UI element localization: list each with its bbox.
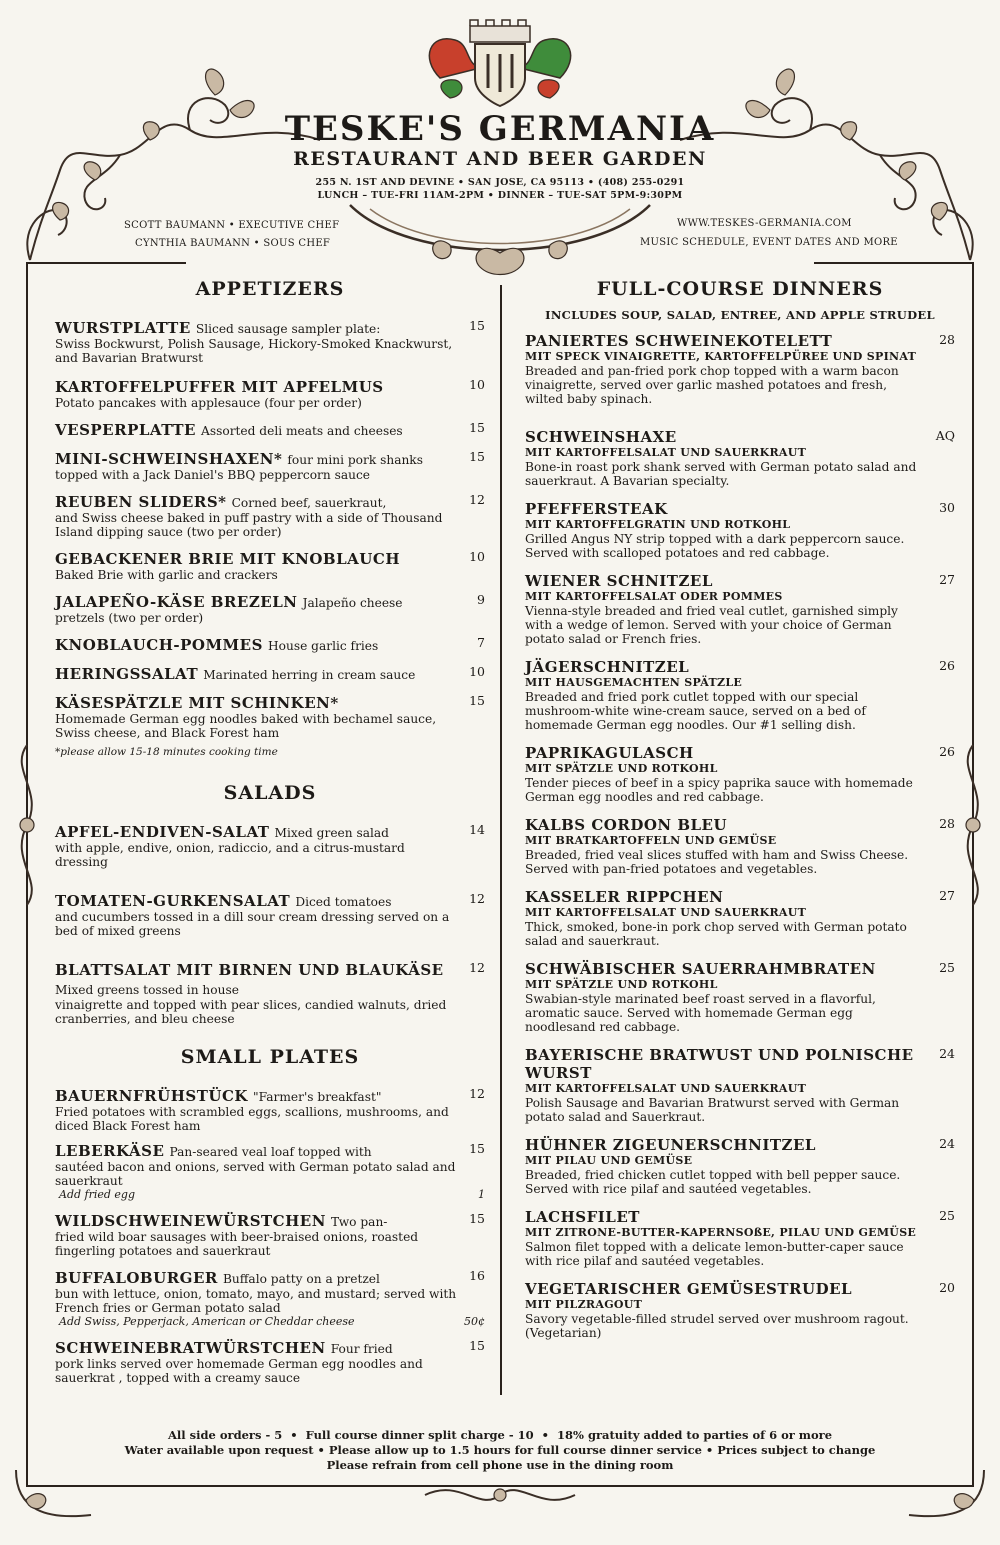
dinner-item-price: 24 bbox=[939, 1136, 955, 1151]
menu-item-name: WURSTPLATTE bbox=[55, 319, 191, 337]
dinner-item bbox=[525, 1208, 955, 1268]
dinner-item-sides: MIT KARTOFFELSALAT UND SAUERKRAUT bbox=[525, 1082, 807, 1095]
dinner-item-desc: Breaded, fried veal slices stuffed with ham and Swiss Cheese. Served with pan-fried potatoes and vegetables. bbox=[525, 848, 909, 876]
menu-item-name: JALAPEÑO-KÄSE BREZELN bbox=[55, 593, 298, 611]
dinner-item-price: 25 bbox=[939, 960, 955, 975]
menu-item-desc-inline: Assorted deli meats and cheeses bbox=[201, 424, 403, 438]
menu-item bbox=[55, 664, 485, 683]
dinner-item-desc: Grilled Angus NY strip topped with a dark peppercorn sauce. Served with scalloped potatoes and red cabbage. bbox=[525, 532, 905, 560]
menu-item-desc-inline: Marinated herring in cream sauce bbox=[203, 668, 416, 682]
menu-item-name: WILDSCHWEINEWÜRSTCHEN bbox=[55, 1212, 326, 1230]
menu-item-price: 7 bbox=[477, 635, 485, 650]
dinner-item bbox=[525, 428, 955, 488]
right-side-scroll-ornament bbox=[950, 740, 996, 910]
menu-item-price: 10 bbox=[469, 549, 485, 564]
footer-line-2: Water available upon request • Please allow up to 1.5 hours for full course dinner service • Prices subject to change bbox=[124, 1443, 876, 1457]
menu-item-text bbox=[55, 1211, 485, 1258]
frame-top-left-rule bbox=[26, 262, 186, 264]
menu-item-desc-inline: Jalapeño cheese bbox=[302, 596, 403, 610]
menu-item-text bbox=[55, 318, 485, 365]
dinner-item-sides: MIT SPECK VINAIGRETTE, KARTOFFELPÜREE UND SPINAT bbox=[525, 350, 917, 363]
menu-item-text bbox=[55, 1338, 485, 1385]
menu-item-name: BUFFALOBURGER bbox=[55, 1269, 218, 1287]
dinner-item-name: PFEFFERSTEAK bbox=[525, 500, 668, 518]
menu-item-desc: Fried potatoes with scrambled eggs, scallions, mushrooms, and diced Black Forest ham bbox=[55, 1105, 449, 1133]
column-divider bbox=[500, 285, 502, 1395]
salads-list bbox=[55, 822, 485, 1026]
dinner-item bbox=[525, 1046, 955, 1124]
dinner-item-desc: Savory vegetable-filled strudel served over mushroom ragout. (Vegetarian) bbox=[525, 1312, 909, 1340]
dinner-item-name: LACHSFILET bbox=[525, 1208, 640, 1226]
menu-item-name: REUBEN SLIDERS* bbox=[55, 493, 227, 511]
menu-item-desc-inline: Two pan- bbox=[331, 1215, 388, 1229]
dinner-item-desc: Tender pieces of beef in a spicy paprika sauce with homemade German egg noodles and red cabbage. bbox=[525, 776, 913, 804]
dinner-item-desc: Thick, smoked, bone-in pork chop served with German potato salad and sauerkraut. bbox=[525, 920, 907, 948]
menu-item-desc-inline: Buffalo patty on a pretzel bbox=[222, 1272, 380, 1286]
dinner-item-text bbox=[525, 658, 955, 732]
menu-item-text bbox=[55, 891, 485, 938]
dinners-subtitle: INCLUDES SOUP, SALAD, ENTREE, AND APPLE STRUDEL bbox=[545, 308, 935, 322]
menu-item-price: 15 bbox=[469, 420, 485, 435]
dinner-item-text bbox=[525, 888, 955, 948]
menu-item bbox=[55, 377, 485, 410]
dinner-item bbox=[525, 1136, 955, 1196]
menu-item-text bbox=[55, 449, 485, 482]
menu-footer bbox=[0, 1428, 1000, 1473]
dinner-item-price: 30 bbox=[939, 500, 955, 515]
menu-item-desc-inline: Pan-seared veal loaf topped with bbox=[169, 1145, 372, 1159]
menu-item bbox=[55, 1086, 485, 1133]
website-note: MUSIC SCHEDULE, EVENT DATES AND MORE bbox=[640, 237, 898, 248]
dinner-item-price: 24 bbox=[939, 1046, 955, 1061]
dinner-item-text bbox=[525, 1280, 955, 1340]
addon-label: Add Swiss, Pepperjack, American or Cheddar cheese bbox=[59, 1315, 355, 1328]
dinner-item bbox=[525, 332, 955, 406]
menu-item-name: MINI-SCHWEINSHAXEN* bbox=[55, 450, 283, 468]
menu-item bbox=[55, 492, 485, 539]
restaurant-address: 255 N. 1ST AND DEVINE • SAN JOSE, CA 95113 • (408) 255-0291 bbox=[315, 177, 685, 188]
menu-item-text bbox=[55, 492, 485, 539]
dinner-item-sides: MIT KARTOFFELGRATIN UND ROTKOHL bbox=[525, 518, 791, 531]
dinner-item-sides: MIT KARTOFFELSALAT ODER POMMES bbox=[525, 590, 783, 603]
menu-item-text bbox=[55, 693, 485, 740]
menu-item-name: KARTOFFELPUFFER MIT APFELMUS bbox=[55, 378, 384, 396]
addon-price: 1 bbox=[478, 1188, 485, 1201]
menu-item-price: 15 bbox=[469, 318, 485, 333]
menu-item bbox=[55, 1211, 485, 1258]
bottom-center-ornament bbox=[420, 1478, 580, 1512]
dinner-item-price: 26 bbox=[939, 744, 955, 759]
dinner-item-desc: Breaded and fried pork cutlet topped with our special mushroom-white wine-cream sauce, served on a bed of homemade German egg noodles. Our #1 selling dish. bbox=[525, 690, 866, 732]
appetizers-list bbox=[55, 318, 485, 740]
menu-item bbox=[55, 449, 485, 482]
dinner-item-sides: MIT SPÄTZLE UND ROTKOHL bbox=[525, 762, 718, 775]
menu-item-desc: vinaigrette and topped with pear slices, candied walnuts, dried cranberries, and bleu cheese bbox=[55, 998, 447, 1026]
dinner-item-name: KASSELER RIPPCHEN bbox=[525, 888, 724, 906]
menu-item-desc: with apple, endive, onion, radiccio, and a citrus-mustard dressing bbox=[55, 841, 405, 869]
dinner-item-text bbox=[525, 816, 955, 876]
dinner-item bbox=[525, 572, 955, 646]
dinner-item-name: KALBS CORDON BLEU bbox=[525, 816, 728, 834]
dinners-heading: FULL-COURSE DINNERS bbox=[596, 278, 884, 300]
menu-item-text bbox=[55, 822, 485, 869]
menu-item-price: 12 bbox=[469, 1086, 485, 1101]
dinner-item-desc: Breaded, fried chicken cutlet topped with bell pepper sauce. Served with rice pilaf and sautéed vegetables. bbox=[525, 1168, 901, 1196]
menu-item bbox=[55, 635, 485, 654]
dinner-item-text bbox=[525, 500, 955, 560]
menu-item-desc-inline: Mixed greens tossed in house bbox=[55, 983, 239, 997]
menu-item-name: BAUERNFRÜHSTÜCK bbox=[55, 1087, 248, 1105]
dinner-item bbox=[525, 658, 955, 732]
dinner-item-desc: Breaded and pan-fried pork chop topped with a warm bacon vinaigrette, served over garlic mashed potatoes and fresh, wilted baby spinach. bbox=[525, 364, 899, 406]
menu-item-addon bbox=[55, 1188, 485, 1201]
footer-line-3: Please refrain from cell phone use in the dining room bbox=[326, 1458, 674, 1472]
menu-item-text bbox=[55, 549, 485, 582]
menu-item-desc: Baked Brie with garlic and crackers bbox=[55, 568, 278, 582]
dinner-item bbox=[525, 888, 955, 948]
cooking-time-note: *please allow 15-18 minutes cooking time bbox=[55, 746, 278, 758]
dinner-item-name: SCHWÄBISCHER SAUERRAHMBRATEN bbox=[525, 960, 876, 978]
menu-item-name: KNOBLAUCH-POMMES bbox=[55, 636, 263, 654]
menu-item bbox=[55, 318, 485, 365]
dinner-item-name: BAYERISCHE BRATWUST UND POLNISCHE WURST bbox=[525, 1046, 914, 1082]
menu-item-desc: topped with a Jack Daniel's BBQ peppercorn sauce bbox=[55, 468, 370, 482]
menu-item-desc: fried wild boar sausages with beer-braised onions, roasted fingerling potatoes and sauerkraut bbox=[55, 1230, 419, 1258]
dinner-item-text bbox=[525, 428, 955, 488]
menu-item-price: 12 bbox=[469, 960, 485, 975]
dinner-item-text bbox=[525, 332, 955, 406]
footer-line-1: All side orders - 5 • Full course dinner split charge - 10 • 18% gratuity added to parties of 6 or more bbox=[167, 1428, 833, 1442]
menu-item bbox=[55, 891, 485, 938]
dinner-item-desc: Polish Sausage and Bavarian Bratwurst served with German potato salad and Sauerkraut. bbox=[525, 1096, 900, 1124]
menu-item-price: 12 bbox=[469, 891, 485, 906]
dinner-item-sides: MIT PILAU UND GEMÜSE bbox=[525, 1154, 693, 1167]
menu-item bbox=[55, 420, 485, 439]
menu-item bbox=[55, 1141, 485, 1201]
menu-item bbox=[55, 592, 485, 625]
menu-item-text bbox=[55, 377, 485, 410]
dinner-item bbox=[525, 744, 955, 804]
menu-item-text bbox=[55, 635, 485, 654]
menu-item-desc-inline: "Farmer's breakfast" bbox=[253, 1090, 382, 1104]
dinner-item-price: AQ bbox=[935, 428, 955, 443]
salads-heading: SALADS bbox=[223, 782, 317, 804]
dinner-item-sides: MIT KARTOFFELSALAT UND SAUERKRAUT bbox=[525, 906, 807, 919]
dinner-item-text bbox=[525, 1046, 955, 1124]
menu-item-desc: and Swiss cheese baked in puff pastry with a side of Thousand Island dipping sauce (two per order) bbox=[55, 511, 443, 539]
dinner-item-sides: MIT PILZRAGOUT bbox=[525, 1298, 643, 1311]
menu-item-text bbox=[55, 1268, 485, 1315]
dinner-item-text bbox=[525, 1208, 955, 1268]
menu-item-price: 15 bbox=[469, 1211, 485, 1226]
dinner-item bbox=[525, 960, 955, 1034]
dinner-item-text bbox=[525, 1136, 955, 1196]
menu-item-desc-inline: Corned beef, sauerkraut, bbox=[231, 496, 387, 510]
menu-item bbox=[55, 1338, 485, 1385]
menu-item-desc: Potato pancakes with applesauce (four per order) bbox=[55, 396, 362, 410]
dinner-item-text bbox=[525, 744, 955, 804]
dinner-item bbox=[525, 1280, 955, 1340]
dinner-item-sides: MIT SPÄTZLE UND ROTKOHL bbox=[525, 978, 718, 991]
menu-item-name: KÄSESPÄTZLE MIT SCHINKEN* bbox=[55, 694, 339, 712]
menu-item-name: VESPERPLATTE bbox=[55, 421, 196, 439]
small-plates-list bbox=[55, 1086, 485, 1385]
restaurant-header bbox=[0, 110, 1000, 202]
addon-price: 50¢ bbox=[464, 1315, 485, 1328]
menu-item-desc-inline: House garlic fries bbox=[268, 639, 379, 653]
menu-item-desc: Swiss Bockwurst, Polish Sausage, Hickory-Smoked Knackwurst, and Bavarian Bratwurst bbox=[55, 337, 453, 365]
dinner-item-name: HÜHNER ZIGEUNERSCHNITZEL bbox=[525, 1136, 816, 1154]
menu-item bbox=[55, 822, 485, 869]
menu-item-price: 15 bbox=[469, 1141, 485, 1156]
menu-item-name: SCHWEINEBRATWÜRSTCHEN bbox=[55, 1339, 326, 1357]
dinner-item-sides: MIT BRATKARTOFFELN UND GEMÜSE bbox=[525, 834, 777, 847]
dinner-item-name: PANIERTES SCHWEINEKOTELETT bbox=[525, 332, 833, 350]
dinner-item-name: JÄGERSCHNITZEL bbox=[525, 658, 690, 676]
right-column bbox=[525, 278, 955, 1352]
dinner-item-sides: MIT ZITRONE-BUTTER-KAPERNSOßE, PILAU UND GEMÜSE bbox=[525, 1226, 917, 1239]
menu-item-text bbox=[55, 1141, 485, 1188]
menu-item-desc: sautéed bacon and onions, served with German potato salad and sauerkraut bbox=[55, 1160, 456, 1188]
menu-item-desc: pretzels (two per order) bbox=[55, 611, 204, 625]
menu-item-price: 15 bbox=[469, 449, 485, 464]
menu-item-desc: Homemade German egg noodles baked with bechamel sauce, Swiss cheese, and Black Forest ham bbox=[55, 712, 437, 740]
dinner-item-price: 25 bbox=[939, 1208, 955, 1223]
restaurant-hours: LUNCH – TUE-FRI 11AM-2PM • DINNER – TUE-SAT 5PM-9:30PM bbox=[317, 190, 683, 201]
restaurant-name: TESKE'S GERMANIA bbox=[284, 109, 716, 149]
menu-item-text bbox=[55, 1086, 485, 1133]
dinner-item-price: 27 bbox=[939, 888, 955, 903]
menu-item-price: 9 bbox=[477, 592, 485, 607]
dinner-item-desc: Vienna-style breaded and fried veal cutlet, garnished simply with a wedge of lemon. Served with your choice of German potato salad or French fries. bbox=[525, 604, 898, 646]
dinner-item-price: 26 bbox=[939, 658, 955, 673]
dinner-item-desc: Bone-in roast pork shank served with German potato salad and sauerkraut. A Bavarian specialty. bbox=[525, 460, 917, 488]
dinner-item-text bbox=[525, 572, 955, 646]
dinner-item-price: 27 bbox=[939, 572, 955, 587]
restaurant-subtitle: RESTAURANT AND BEER GARDEN bbox=[293, 148, 707, 170]
dinner-item-name: SCHWEINSHAXE bbox=[525, 428, 677, 446]
menu-item-text bbox=[55, 420, 485, 439]
sous-chef: CYNTHIA BAUMANN • SOUS CHEF bbox=[135, 238, 331, 249]
dinner-item-sides: MIT KARTOFFELSALAT UND SAUERKRAUT bbox=[525, 446, 807, 459]
menu-item-text bbox=[55, 664, 485, 683]
website-link[interactable]: WWW.TESKES-GERMANIA.COM bbox=[677, 218, 852, 229]
menu-item-name: TOMATEN-GURKENSALAT bbox=[55, 892, 291, 910]
menu-item-desc: bun with lettuce, onion, tomato, mayo, and mustard; served with French fries or German potato salad bbox=[55, 1287, 457, 1315]
menu-item-text bbox=[55, 960, 485, 1026]
menu-item-name: BLATTSALAT MIT BIRNEN UND BLAUKÄSE bbox=[55, 961, 444, 979]
menu-item bbox=[55, 693, 485, 740]
menu-item-addon bbox=[55, 1315, 485, 1328]
left-column bbox=[55, 278, 485, 1385]
menu-item-desc-inline: four mini pork shanks bbox=[287, 453, 423, 467]
dinner-item-name: VEGETARISCHER GEMÜSESTRUDEL bbox=[525, 1280, 853, 1298]
left-side-scroll-ornament bbox=[4, 740, 50, 910]
appetizers-heading: APPETIZERS bbox=[195, 278, 345, 300]
dinner-item-desc: Salmon filet topped with a delicate lemon-butter-caper sauce with rice pilaf and sautéed vegetables. bbox=[525, 1240, 904, 1268]
menu-item-name: LEBERKÄSE bbox=[55, 1142, 165, 1160]
dinners-list bbox=[525, 332, 955, 1340]
menu-item-price: 15 bbox=[469, 693, 485, 708]
menu-item bbox=[55, 960, 485, 1026]
dinner-item-sides: MIT HAUSGEMACHTEN SPÄTZLE bbox=[525, 676, 743, 689]
menu-item-desc: and cucumbers tossed in a dill sour cream dressing served on a bed of mixed greens bbox=[55, 910, 450, 938]
crest-logo bbox=[410, 18, 590, 118]
dinner-item-price: 28 bbox=[939, 332, 955, 347]
small-plates-heading: SMALL PLATES bbox=[180, 1046, 360, 1068]
menu-item-price: 16 bbox=[469, 1268, 485, 1283]
menu-item bbox=[55, 549, 485, 582]
menu-item-price: 12 bbox=[469, 492, 485, 507]
executive-chef: SCOTT BAUMANN • EXECUTIVE CHEF bbox=[124, 220, 340, 231]
menu-item-price: 14 bbox=[469, 822, 485, 837]
menu-item-desc-inline: Sliced sausage sampler plate: bbox=[195, 322, 381, 336]
dinner-item-name: WIENER SCHNITZEL bbox=[525, 572, 713, 590]
menu-item-text bbox=[55, 592, 485, 625]
menu-item-desc-inline: Diced tomatoes bbox=[295, 895, 392, 909]
dinner-item-text bbox=[525, 960, 955, 1034]
dinner-item-desc: Swabian-style marinated beef roast served in a flavorful, aromatic sauce. Served with homemade German egg noodlesand red cabbage. bbox=[525, 992, 876, 1034]
dinner-item-price: 28 bbox=[939, 816, 955, 831]
menu-item bbox=[55, 1268, 485, 1328]
dinner-item-name: PAPRIKAGULASCH bbox=[525, 744, 694, 762]
menu-item-desc-inline: Mixed green salad bbox=[274, 826, 389, 840]
menu-item-name: APFEL-ENDIVEN-SALAT bbox=[55, 823, 270, 841]
addon-label: Add fried egg bbox=[59, 1188, 136, 1201]
frame-top-right-rule bbox=[814, 262, 974, 264]
dinner-item-price: 20 bbox=[939, 1280, 955, 1295]
menu-item-desc-inline: Four fried bbox=[330, 1342, 393, 1356]
menu-item-name: GEBACKENER BRIE MIT KNOBLAUCH bbox=[55, 550, 400, 568]
menu-item-desc: pork links served over homemade German egg noodles and sauerkrat , topped with a creamy sauce bbox=[55, 1357, 423, 1385]
menu-item-price: 10 bbox=[469, 377, 485, 392]
dinner-item bbox=[525, 816, 955, 876]
dinner-item bbox=[525, 500, 955, 560]
menu-item-name: HERINGSSALAT bbox=[55, 665, 199, 683]
menu-item-price: 15 bbox=[469, 1338, 485, 1353]
menu-item-price: 10 bbox=[469, 664, 485, 679]
